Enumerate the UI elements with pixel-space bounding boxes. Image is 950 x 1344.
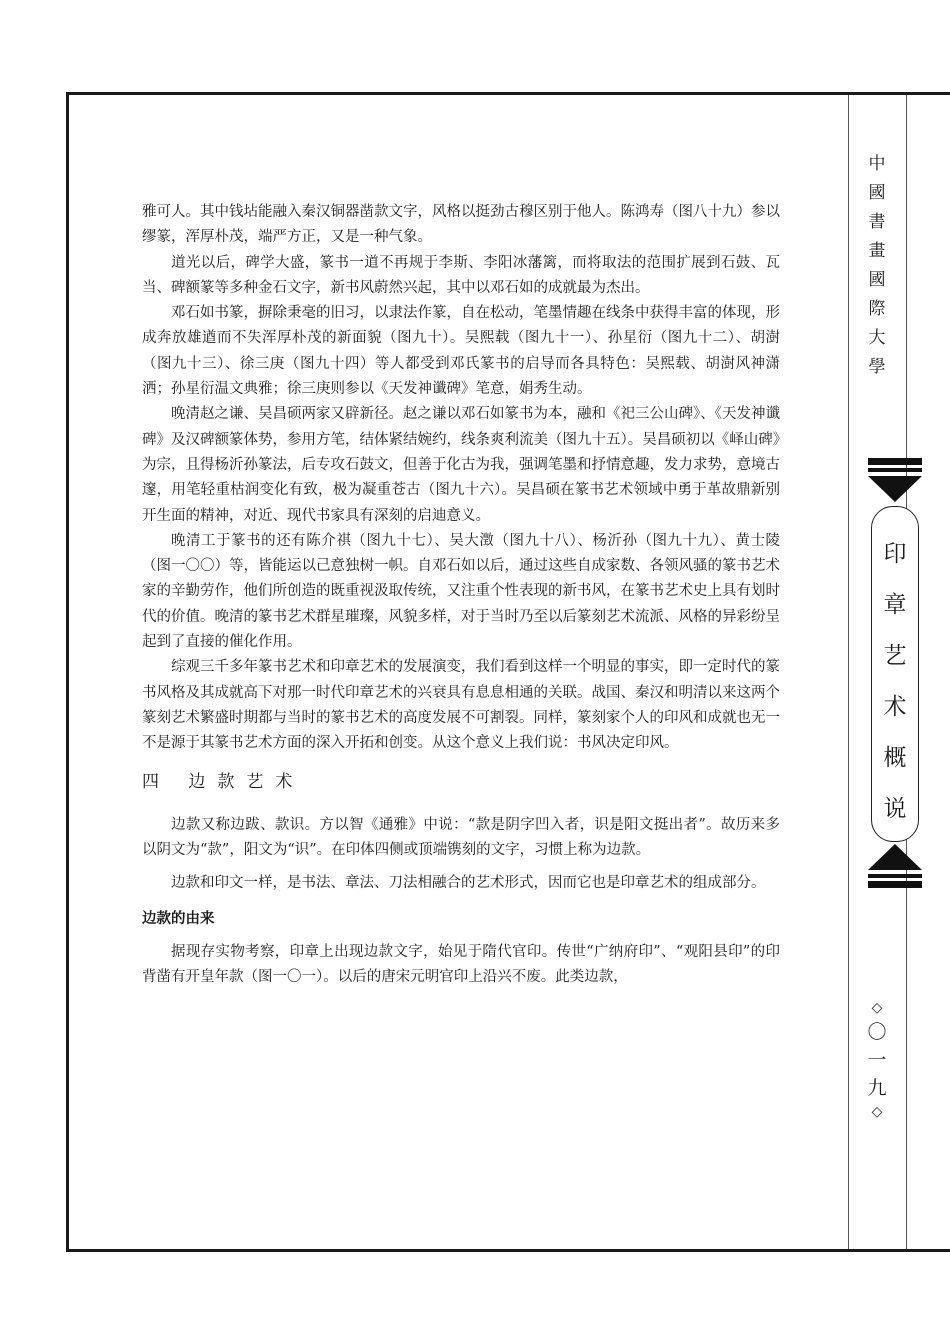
series-title-vertical (864, 150, 890, 382)
series-title-char: 大 (868, 328, 886, 348)
page-number-digit: 〇 (867, 1021, 887, 1043)
margin-column-rule-left (848, 95, 849, 1249)
subsection-heading: 边款的由来 (142, 910, 215, 927)
banner-bottom-ornament (868, 844, 922, 870)
series-title-char: 國 (868, 183, 886, 203)
series-title-char: 學 (868, 357, 886, 377)
paragraph: 综观三千多年篆书艺术和印章艺术的发展演变，我们看到这样一个明显的事实，即一定时代的篆书风格及其成就高下对那一时代印章艺术的兴衰具有息息相通的关联。战国、秦汉和明清以来这两个篆刻艺术繁盛时期都与当时的篆书艺术的高度发展不可割裂。同样，篆刻家个人的印风和成就也无一不是源于其篆书艺术方面的深入开拓和创变。从这个意义上我们说：书风决定印风。 (142, 659, 780, 752)
chapter-title-vertical (872, 529, 918, 835)
page-frame-bottom-rule (66, 1249, 950, 1252)
banner-top-bar (868, 458, 922, 465)
chapter-title-char: 印 (883, 541, 907, 567)
series-title-char: 畫 (868, 241, 886, 261)
banner-bottom-thin-bar (868, 874, 922, 878)
chapter-title-banner (868, 458, 922, 888)
section-heading: 四 边款艺术 (142, 771, 305, 792)
page-number-digit: 九 (867, 1077, 887, 1099)
page-number-digit: 一 (867, 1049, 887, 1071)
paragraph: 晚清工于篆书的还有陈介祺（图九十七）、吴大澂（图九十八）、杨沂孙（图九十九）、黄士陵（图一〇〇）等，皆能运以己意独树一帜。自邓石如以后，通过这些自成家数、各领风骚的篆书艺术家的辛勤劳作，他们所创造的既重视汲取传统，又注重个性表现的新书风，在篆书艺术史上具有划时代的价值。晚清的篆书艺术群星璀璨，风貌多样，对于当时乃至以后篆刻艺术流派、风格的异彩纷呈起到了直接的催化作用。 (142, 532, 780, 651)
banner-top-thin-bar (868, 468, 922, 472)
paragraph: 据现存实物考察，印章上出现边款文字，始见于隋代官印。传世“广纳府印”、“观阳县印”的印背凿有开皇年款（图一〇一）。以后的唐宋元明官印上沿兴不废。此类边款， (142, 944, 780, 986)
diamond-icon: ◇ (871, 1104, 883, 1120)
diamond-icon: ◇ (871, 1000, 883, 1016)
page-number-vertical (864, 998, 890, 1122)
series-title-char: 國 (868, 270, 886, 290)
page-frame-top-rule (66, 92, 950, 95)
chapter-title-box (871, 506, 919, 842)
chapter-title-char: 概 (883, 745, 907, 771)
main-text-column (142, 200, 780, 991)
paragraph: 边款和印文一样，是书法、章法、刀法相融合的艺术形式，因而它也是印章艺术的组成部分。 (171, 875, 766, 892)
paragraph: 晚清赵之谦、吴昌硕两家又辟新径。赵之谦以邓石如篆书为本，融和《祀三公山碑》、《天发神谶碑》及汉碑额篆体势，参用方笔，结体紧结婉约，线条爽利流美（图九十五）。吴昌硕初以《峄山碑》为宗，且得杨沂孙篆法，后专攻石鼓文，但善于化古为我，强调笔墨和抒情意趣，发力求势，意境古邃，用笔轻重枯润变化有致，极为凝重苍古（图九十六）。吴昌硕在篆书艺术领域中勇于革故鼎新别开生面的精神，对近、现代书家具有深刻的启迪意义。 (142, 406, 780, 524)
page-frame-left-rule (66, 92, 69, 1252)
banner-top-ornament (868, 476, 922, 502)
banner-bottom-bar (868, 881, 922, 888)
chapter-title-char: 艺 (883, 643, 907, 669)
paragraph: 边款又称边跋、款识。方以智《通雅》中说：“款是阴字凹入者，识是阳文挺出者”。故历来多以阴文为“款”，阳文为“识”。在印体四侧或顶端镌刻的文字，习惯上称为边款。 (142, 816, 780, 859)
chapter-title-char: 术 (883, 694, 907, 720)
series-title-char: 中 (868, 154, 886, 174)
chapter-title-char: 说 (883, 796, 907, 822)
chapter-title-char: 章 (883, 592, 907, 618)
paragraph: 邓石如书篆，摒除秉毫的旧习，以隶法作篆，自在松动，笔墨情趣在线条中获得丰富的体现，形成奔放雄遒而不失浑厚朴茂的新面貌（图九十）。吴熙载（图九十一）、孙星衍（图九十二）、胡澍（图九十三）、徐三庚（图九十四）等人都受到邓氏篆书的启导而各具特色：吴熙载、胡澍风神潇洒；孙星衍温文典雅；徐三庚则参以《天发神谶碑》笔意，娟秀生动。 (142, 305, 780, 398)
paragraph: 道光以后，碑学大盛，篆书一道不再规于李斯、李阳冰藩篱，而将取法的范围扩展到石鼓、瓦当、碑额篆等多种金石文字，新书风蔚然兴起，其中以邓石如的成就最为杰出。 (142, 254, 780, 296)
paragraph: 雅可人。其中钱坫能融入秦汉铜器凿款文字，风格以挺劲古穆区别于他人。陈鸿寿（图八十九）参以缪篆，浑厚朴茂，端严方正，又是一种气象。 (142, 204, 780, 246)
series-title-char: 書 (868, 212, 886, 232)
series-title-char: 際 (868, 299, 886, 319)
